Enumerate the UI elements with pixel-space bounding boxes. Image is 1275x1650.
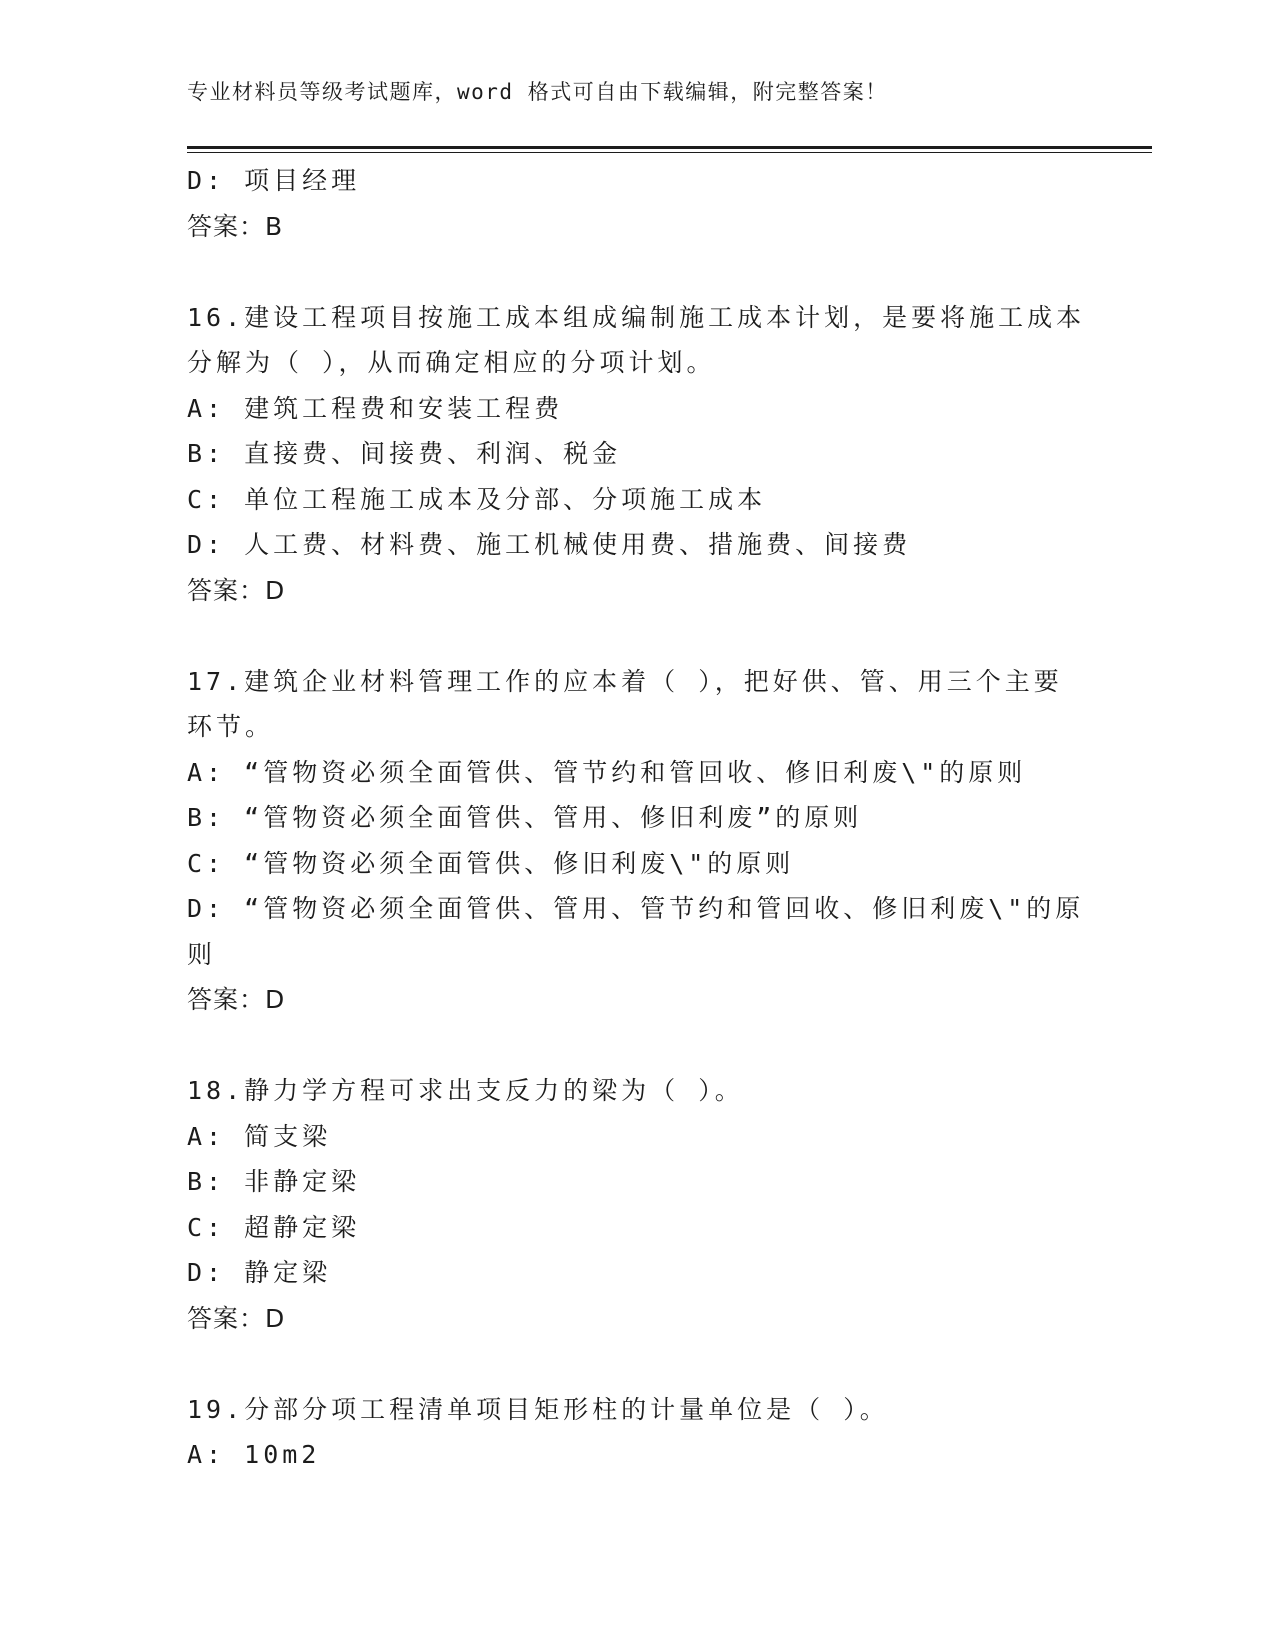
option-d-continued: 则	[187, 939, 217, 969]
option-d: D: “管物资必须全面管供、管用、管节约和管回收、修旧利废\"的原	[187, 894, 1085, 923]
option-a: A: 建筑工程费和安装工程费	[187, 393, 564, 423]
question-content	[187, 158, 1087, 1478]
question-18	[187, 1068, 1087, 1341]
option-c: C: “管物资必须全面管供、修旧利废\"的原则	[187, 848, 795, 878]
option-a: A: “管物资必须全面管供、管节约和管回收、修旧利废\"的原则	[187, 757, 1027, 787]
option-a: A: 简支梁	[187, 1121, 332, 1151]
question-stem: 16.建设工程项目按施工成本组成编制施工成本计划，是要将施工成本	[187, 302, 1086, 332]
question-stem: 环节。	[187, 712, 275, 741]
option-d: D: 静定梁	[187, 1258, 332, 1287]
answer-line: 答案：B	[187, 211, 284, 241]
option-a: A: 10m2	[187, 1440, 321, 1469]
question-stem: 分解为（ ），从而确定相应的分项计划。	[187, 348, 716, 377]
answer-line: 答案：D	[187, 985, 286, 1014]
option-line: D: 项目经理	[187, 166, 361, 195]
question-stem: 19.分部分项工程清单项目矩形柱的计量单位是（ ）。	[187, 1394, 889, 1424]
question-stem: 18.静力学方程可求出支反力的梁为（ ）。	[187, 1076, 744, 1105]
question-19	[187, 1387, 1087, 1478]
header-rule-thick	[187, 146, 1152, 149]
answer-line: 答案：D	[187, 575, 286, 605]
option-b: B: 直接费、间接费、利润、税金	[187, 439, 622, 468]
option-b: B: “管物资必须全面管供、管用、修旧利废”的原则	[187, 803, 863, 832]
header-rule-thin	[187, 152, 1152, 153]
option-d: D: 人工费、材料费、施工机械使用费、措施费、间接费	[187, 530, 912, 559]
page-header-text: 专业材料员等级考试题库，word 格式可自由下载编辑，附完整答案！	[187, 80, 888, 104]
question-17	[187, 659, 1087, 1023]
answer-line: 答案：D	[187, 1303, 286, 1333]
option-c: C: 单位工程施工成本及分部、分项施工成本	[187, 484, 767, 514]
question-stem: 17.建筑企业材料管理工作的应本着（ ），把好供、管、用三个主要	[187, 666, 1063, 696]
option-c: C: 超静定梁	[187, 1212, 361, 1242]
option-b: B: 非静定梁	[187, 1167, 361, 1196]
question-16	[187, 295, 1087, 614]
